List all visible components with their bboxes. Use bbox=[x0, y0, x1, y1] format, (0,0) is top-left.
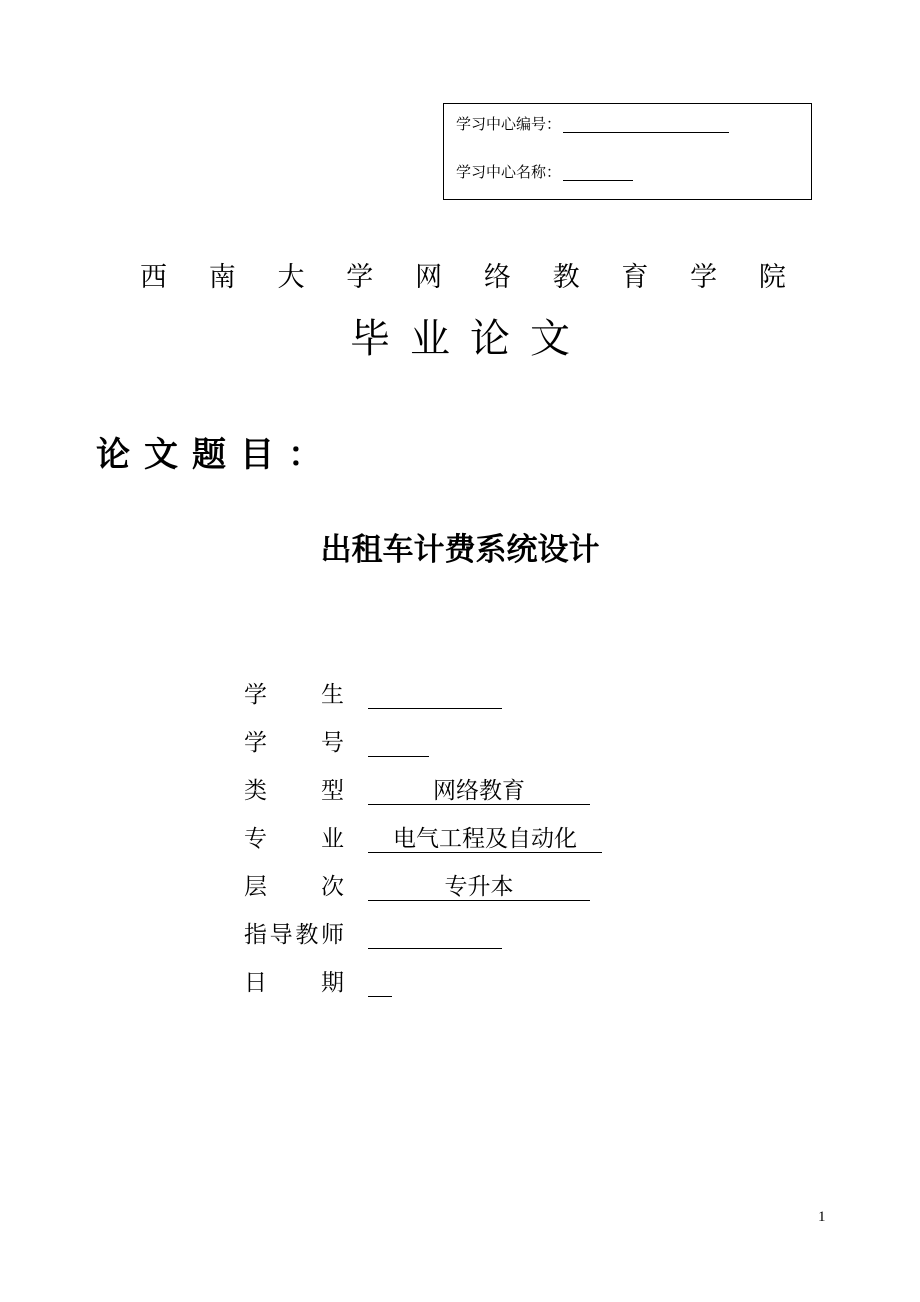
study-center-name-blank bbox=[563, 164, 633, 181]
document-type-heading: 毕业论文 bbox=[350, 316, 590, 362]
institution-name bbox=[140, 260, 786, 296]
institution-char: 大 bbox=[277, 262, 305, 293]
info-label-char: 学 bbox=[244, 730, 267, 756]
institution-char: 西 bbox=[140, 262, 167, 293]
thesis-title: 出租车计费系统设计 bbox=[320, 532, 600, 568]
info-label-char: 导 bbox=[269, 922, 293, 948]
info-label-char: 业 bbox=[321, 826, 344, 852]
info-label-char: 型 bbox=[321, 778, 344, 804]
info-label-char: 次 bbox=[321, 874, 344, 900]
institution-char: 络 bbox=[483, 262, 511, 293]
info-label-char: 层 bbox=[244, 874, 267, 900]
info-label-char: 教 bbox=[295, 922, 319, 948]
institution-char: 学 bbox=[346, 262, 374, 293]
info-label-date bbox=[244, 968, 344, 998]
institution-char: 教 bbox=[552, 262, 580, 293]
info-label-char: 号 bbox=[321, 730, 344, 756]
institution-char: 学 bbox=[690, 262, 718, 293]
study-center-name-label: 学习中心名称： bbox=[456, 163, 562, 181]
institution-char: 网 bbox=[415, 262, 443, 293]
info-label-char: 学 bbox=[244, 682, 267, 708]
institution-char: 育 bbox=[621, 262, 649, 293]
info-label-student-id bbox=[244, 728, 344, 758]
info-label-char: 师 bbox=[320, 922, 344, 948]
study-center-name-row bbox=[456, 163, 633, 181]
thesis-title-label: 论文题目： bbox=[96, 435, 336, 475]
info-value-date bbox=[368, 968, 392, 997]
study-center-number-label: 学习中心编号： bbox=[456, 115, 562, 133]
info-value-type: 网络教育 bbox=[368, 776, 590, 805]
info-label-char: 专 bbox=[244, 826, 267, 852]
info-value-level: 专升本 bbox=[368, 872, 590, 901]
institution-char: 南 bbox=[208, 262, 236, 293]
page-number: 1 bbox=[818, 1209, 826, 1225]
info-label-char: 期 bbox=[321, 970, 344, 996]
info-label-major bbox=[244, 824, 344, 854]
info-value-student-id bbox=[368, 728, 429, 757]
info-label-level bbox=[244, 872, 344, 902]
info-value-advisor bbox=[368, 920, 502, 949]
info-label-char: 日 bbox=[244, 970, 267, 996]
info-label-type bbox=[244, 776, 344, 806]
info-label-char: 生 bbox=[321, 682, 344, 708]
study-center-number-row bbox=[456, 115, 729, 133]
institution-char: 院 bbox=[758, 262, 786, 293]
info-label-advisor bbox=[244, 920, 344, 950]
info-label-char: 指 bbox=[244, 922, 267, 948]
info-value-student bbox=[368, 680, 502, 709]
study-center-number-blank bbox=[563, 116, 729, 133]
study-center-box bbox=[443, 103, 812, 200]
info-label-student bbox=[244, 680, 344, 710]
info-label-char: 类 bbox=[244, 778, 267, 804]
info-value-major: 电气工程及自动化 bbox=[368, 824, 602, 853]
